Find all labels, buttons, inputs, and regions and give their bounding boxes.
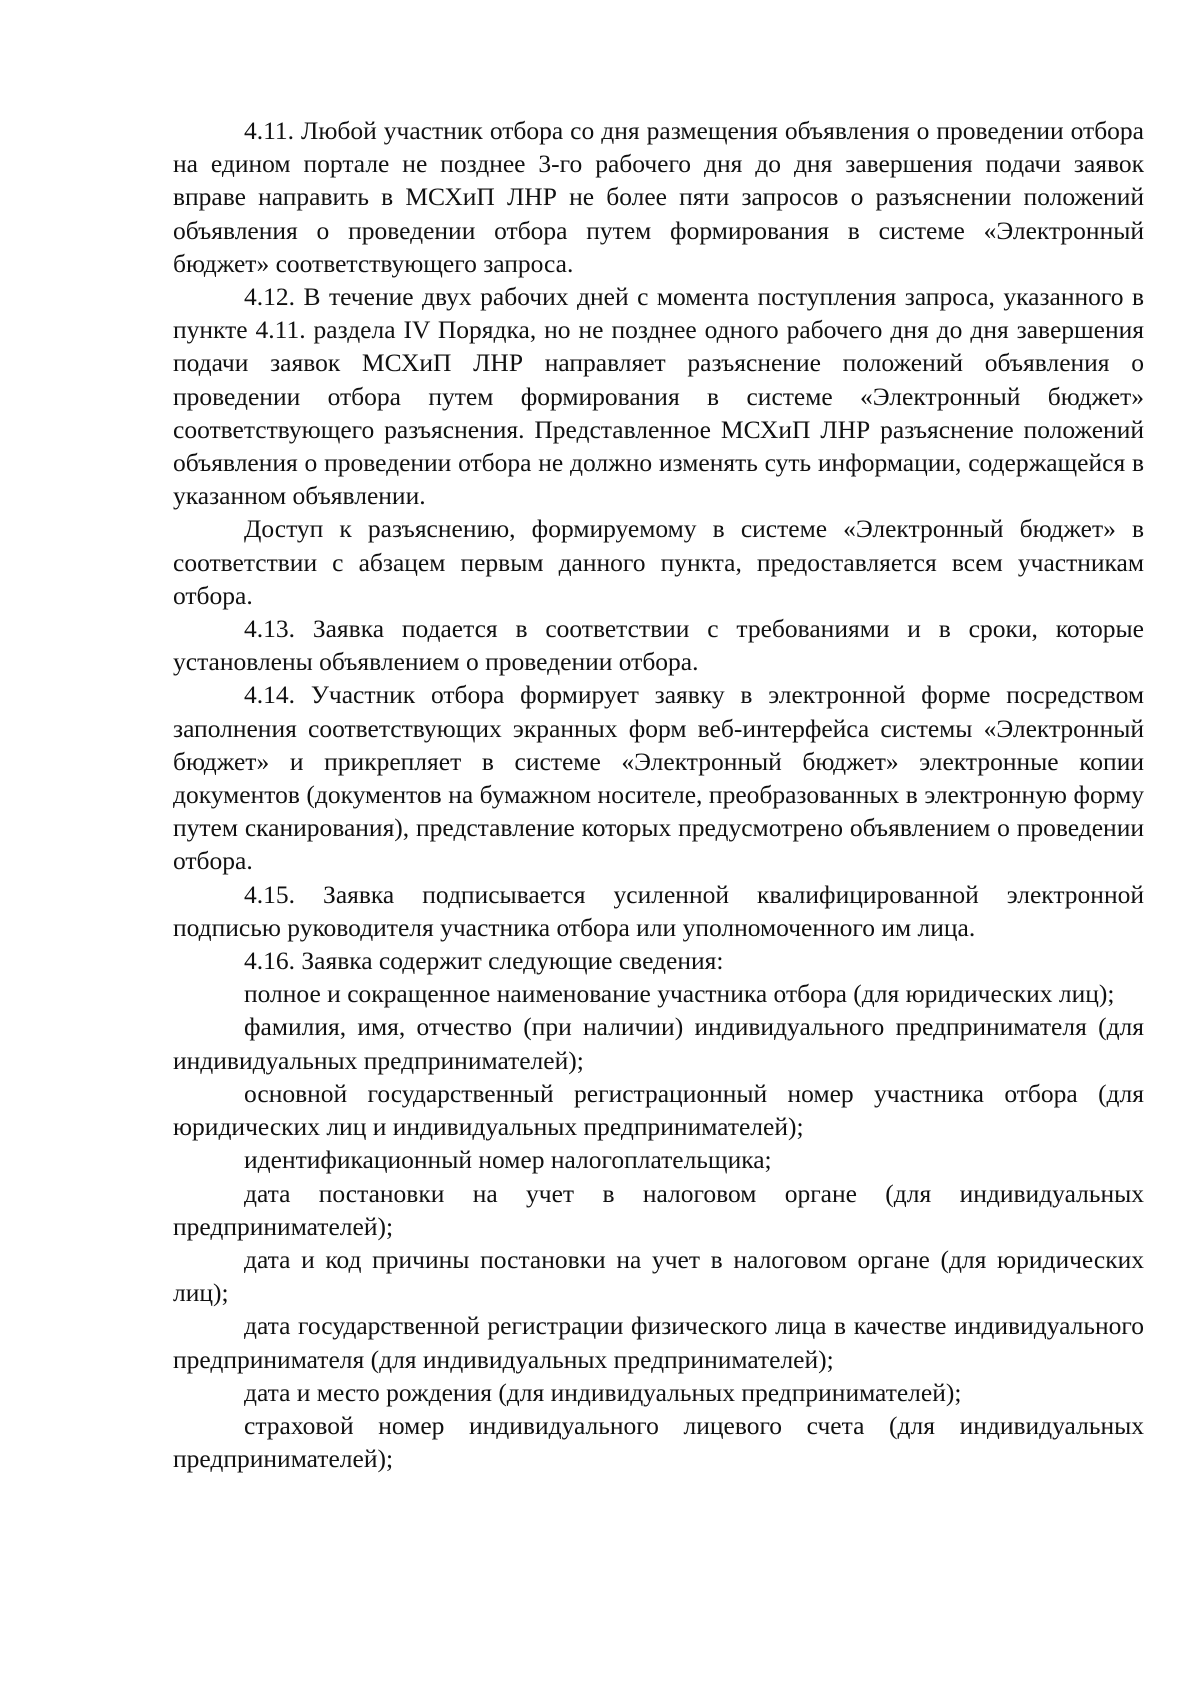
list-item-personal-name: фамилия, имя, отчество (при наличии) индивидуального предпринимателя (для индивидуальных предпринимателей);	[173, 1012, 1144, 1075]
paragraph-4-14: 4.14. Участник отбора формирует заявку в электронной форме посредством заполнения соответствующих экранных форм веб-интерфейса системы «Электронный бюджет» и прикрепляет в системе «Электронный бюджет» электронные копии документов (документов на бумажном носителе, преобразованных в электронную форму путем сканирования), представление которых предусмотрено объявлением о проведении отбора.	[173, 680, 1144, 876]
list-item-state-registration-date: дата государственной регистрации физического лица в качестве индивидуального предпринимателя (для индивидуальных предпринимателей);	[173, 1311, 1144, 1374]
paragraph-4-12-access: Доступ к разъяснению, формируемому в системе «Электронный бюджет» в соответствии с абзацем первым данного пункта, предоставляется всем участникам отбора.	[173, 514, 1144, 610]
list-item-snils: страховой номер индивидуального лицевого счета (для индивидуальных предпринимателей);	[173, 1410, 1144, 1474]
paragraph-4-11: 4.11. Любой участник отбора со дня размещения объявления о проведении отбора на едином портале не позднее 3-го рабочего дня до дня завершения подачи заявок вправе направить в МСХиП ЛНР не более пяти запросов о разъяснении положений объявления о проведении отбора путем формирования в системе «Электронный бюджет» соответствующего запроса.	[173, 116, 1144, 278]
list-item-inn: идентификационный номер налогоплательщика;	[244, 1145, 772, 1175]
list-item-ogrn: основной государственный регистрационный номер участника отбора (для юридических лиц и индивидуальных предпринимателей);	[173, 1078, 1144, 1142]
paragraph-4-16: 4.16. Заявка содержит следующие сведения:	[244, 946, 724, 976]
document-body	[173, 114, 1144, 1475]
list-item-full-name: полное и сокращенное наименование участника отбора (для юридических лиц);	[244, 979, 1115, 1009]
paragraph-4-13: 4.13. Заявка подается в соответствии с требованиями и в сроки, которые установлены объявлением о проведении отбора.	[173, 614, 1144, 677]
paragraph-4-12: 4.12. В течение двух рабочих дней с момента поступления запроса, указанного в пункте 4.11. раздела IV Порядка, но не позднее одного рабочего дня до дня завершения подачи заявок МСХиП ЛНР направляет разъяснение положений объявления о проведении отбора путем формирования в системе «Электронный бюджет» соответствующего разъяснения. Представленное МСХиП ЛНР разъяснение положений объявления о проведении отбора не должно изменять суть информации, содержащейся в указанном объявлении.	[173, 282, 1144, 511]
paragraph-4-15: 4.15. Заявка подписывается усиленной квалифицированной электронной подписью руководителя участника отбора или уполномоченного им лица.	[173, 879, 1144, 942]
list-item-birth-date-place: дата и место рождения (для индивидуальных предпринимателей);	[244, 1377, 962, 1407]
list-item-tax-registration-date: дата постановки на учет в налоговом органе (для индивидуальных предпринимателей);	[173, 1178, 1144, 1241]
list-item-kpp: дата и код причины постановки на учет в налоговом органе (для юридических лиц);	[173, 1244, 1144, 1308]
